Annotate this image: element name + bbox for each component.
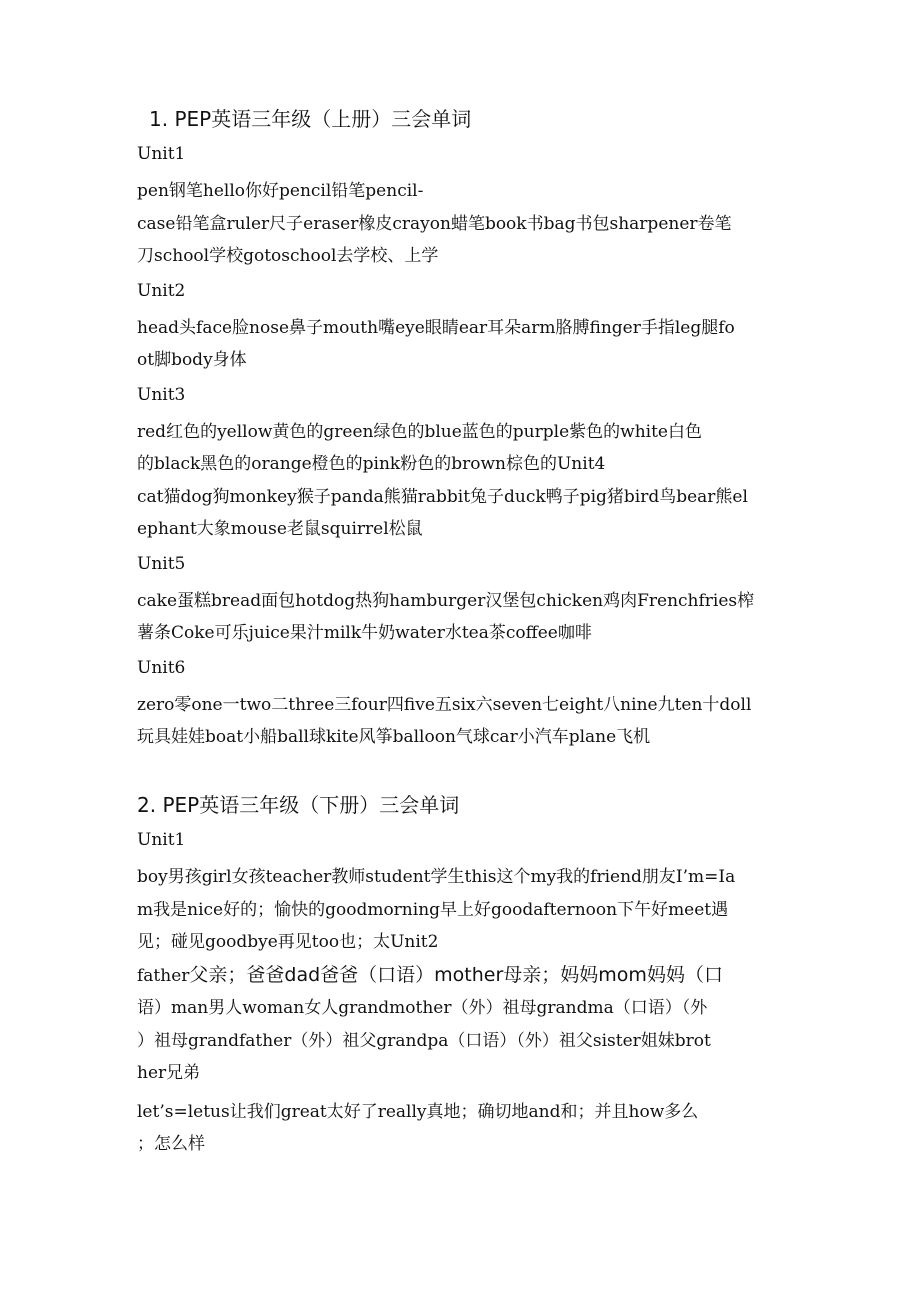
unit-title: Unit2 — [137, 280, 186, 301]
vocab-line: ot脚body身体 — [137, 350, 247, 370]
vocab-paragraph — [137, 585, 797, 650]
vocab-line: zero零one一two二three三four四five五six六seven七eight八nine九ten十doll — [137, 694, 752, 715]
vocab-line: m我是nice好的；愉快的goodmorning早上好goodafternoon下午好meet遇 — [137, 899, 729, 920]
vocab-line: boy男孩girl女孩teacher教师student学生this这个my我的friend朋友I’m=Ia — [137, 867, 736, 887]
vocab-line: 语）man男人woman女人grandmother（外）祖母grandma（口语）（外 — [137, 998, 708, 1018]
vocab-line: cat猫dog狗monkey猴子panda熊猫rabbit兔子duck鸭子pig猪bird鸟bear熊el — [137, 486, 748, 507]
vocab-line: cake蛋糕bread面包hotdog热狗hamburger汉堡包chicken鸡肉Frenchfries榨 — [137, 590, 755, 611]
vocab-word: father — [137, 965, 190, 986]
section-grade3-vol1 — [137, 104, 797, 758]
vocab-line: let’s=letus让我们great太好了really真地；确切地and和；并且how多么 — [137, 1101, 699, 1122]
section-grade3-vol2 — [137, 790, 797, 1165]
section-heading: 1. PEP英语三年级（上册）三会单词 — [149, 107, 472, 131]
vocab-line-rest: 父亲；爸爸dad爸爸（口语）mother母亲；妈妈mom妈妈（口 — [189, 963, 723, 986]
vocab-line: 的black黑色的orange橙色的pink粉色的brown棕色的Unit4 — [137, 454, 606, 474]
vocab-line: head头face脸nose鼻子mouth嘴eye眼睛ear耳朵arm胳膊finger手指leg腿fo — [137, 317, 735, 338]
vocab-paragraph — [137, 861, 797, 1090]
vocab-paragraph — [137, 416, 797, 546]
vocab-line: red红色的yellow黄色的green绿色的blue蓝色的purple紫色的white白色 — [137, 421, 702, 442]
vocab-line: 见；碰见goodbye再见too也；太Unit2 — [137, 932, 439, 952]
vocab-line: 刀school学校gotoschool去学校、上学 — [137, 246, 439, 266]
unit-title: Unit1 — [137, 830, 186, 850]
vocab-line: 玩具娃娃boat小船ball球kite风筝balloon气球car小汽车plane飞机 — [137, 727, 651, 747]
vocab-line: case铅笔盒ruler尺子eraser橡皮crayon蜡笔book书bag书包sharpener卷笔 — [137, 213, 732, 234]
unit-title: Unit3 — [137, 384, 186, 405]
vocab-line: ）祖母grandfather（外）祖父grandpa（口语）（外）祖父sister姐妹brot — [137, 1030, 711, 1051]
vocab-line: ；怎么样 — [137, 1134, 205, 1154]
vocab-line: her兄弟 — [137, 1063, 201, 1083]
section-heading: 2. PEP英语三年级（下册）三会单词 — [137, 793, 460, 817]
vocab-line-father — [137, 963, 723, 986]
vocab-line: pen钢笔hello你好pencil铅笔pencil- — [137, 181, 424, 201]
vocab-line: ephant大象mouse老鼠squirrel松鼠 — [137, 519, 423, 539]
unit-title: Unit6 — [137, 657, 186, 678]
vocab-paragraph — [137, 312, 797, 377]
unit-title: Unit1 — [137, 144, 186, 164]
vocab-paragraph — [137, 689, 797, 754]
vocab-line: 薯条Coke可乐juice果汁milk牛奶water水tea茶coffee咖啡 — [137, 623, 592, 643]
vocab-paragraph — [137, 175, 797, 273]
vocab-paragraph — [137, 1096, 797, 1161]
unit-title: Unit5 — [137, 553, 186, 574]
